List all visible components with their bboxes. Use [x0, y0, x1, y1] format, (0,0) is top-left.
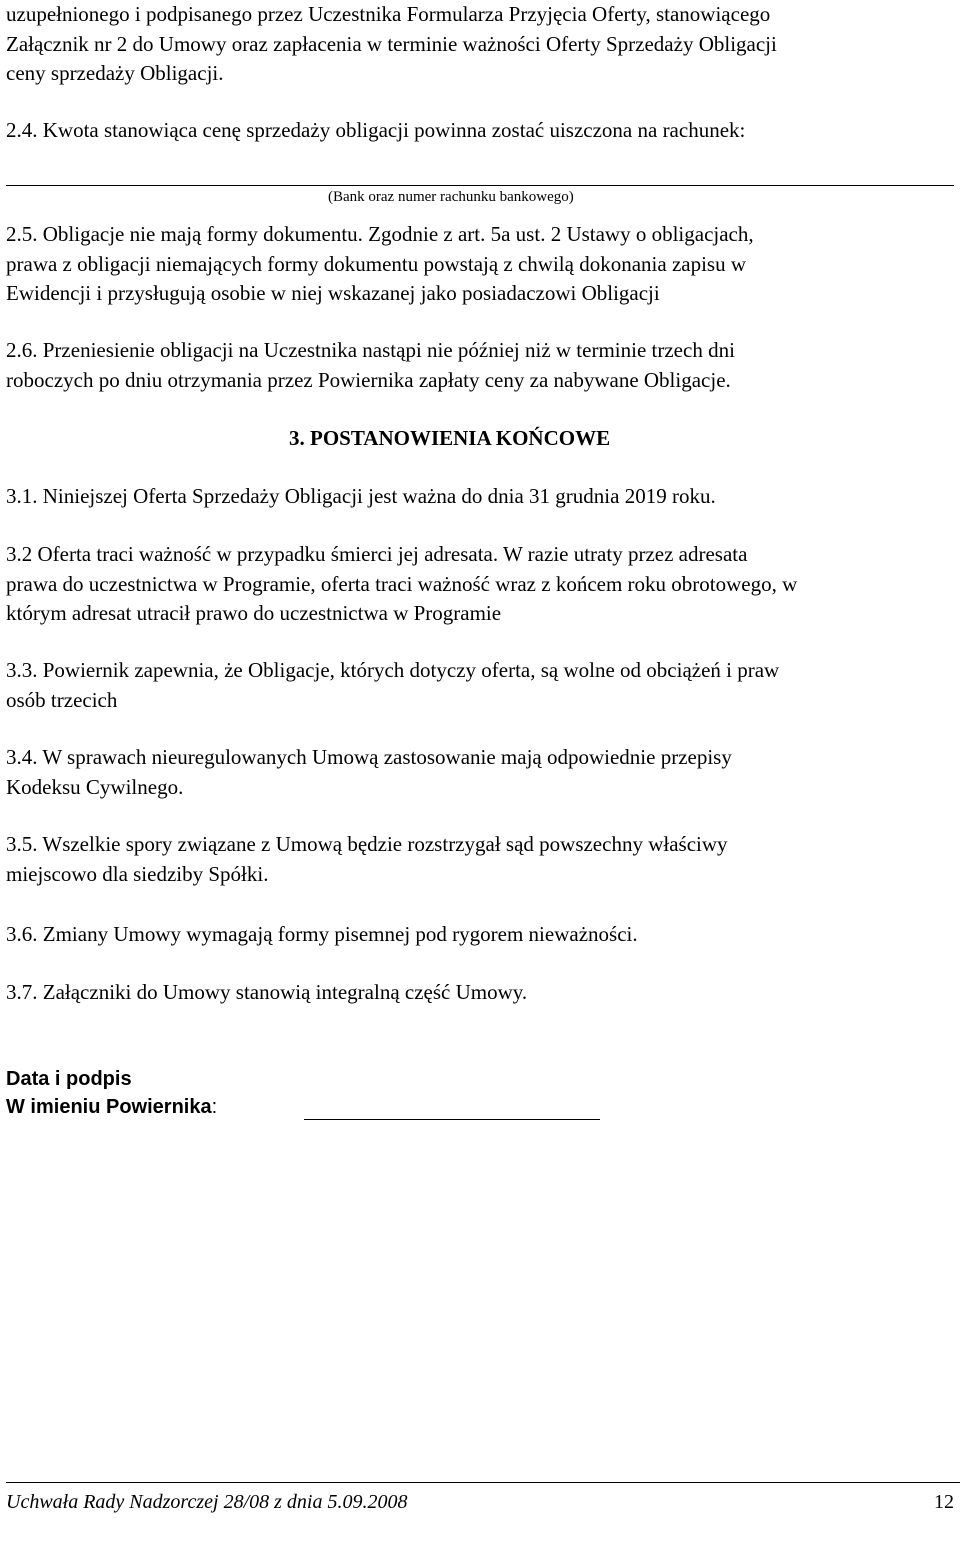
paragraph-3-5-line-1: 3.5. Wszelkie spory związane z Umową będzie rozstrzygał sąd powszechny właściwy	[6, 832, 728, 856]
paragraph-3-1-text: 3.1. Niniejszej Oferta Sprzedaży Obligacji jest ważna do dnia 31 grudnia 2019 roku.	[6, 484, 716, 508]
signature-date-label: Data i podpis	[6, 1068, 132, 1090]
section-3-heading: 3. POSTANOWIENIA KOŃCOWE	[289, 426, 611, 450]
paragraph-3-7	[6, 978, 954, 1008]
paragraph-3-7-text: 3.7. Załączniki do Umowy stanowią integralną część Umowy.	[6, 980, 528, 1004]
paragraph-2-6	[6, 336, 954, 395]
paragraph-3-5	[6, 830, 954, 889]
paragraph-2-5-line-3: Ewidencji i przysługują osobie w niej wskazanej jako posiadaczowi Obligacji	[6, 281, 660, 305]
intro-line-1: uzupełnionego i podpisanego przez Uczestnika Formularza Przyjęcia Oferty, stanowiącego	[6, 2, 771, 26]
paragraph-3-2-line-3: którym adresat utracił prawo do uczestnictwa w Programie	[6, 601, 502, 625]
bank-account-blank-line	[6, 185, 954, 186]
paragraph-3-2-line-2: prawa do uczestnictwa w Programie, oferta traci ważność wraz z końcem roku obrotowego, w	[6, 571, 798, 596]
paragraph-2-6-line-2: roboczych po dniu otrzymania przez Powiernika zapłaty ceny za nabywane Obligacje.	[6, 367, 731, 392]
intro-paragraph	[6, 0, 954, 89]
footer-resolution-reference: Uchwała Rady Nadzorczej 28/08 z dnia 5.09.2008	[6, 1491, 408, 1513]
paragraph-3-6-text: 3.6. Zmiany Umowy wymagają formy pisemnej pod rygorem nieważności.	[6, 922, 638, 946]
bank-account-caption: (Bank oraz numer rachunku bankowego)	[328, 189, 574, 205]
footer-divider	[6, 1482, 960, 1483]
footer-page-number: 12	[934, 1491, 954, 1513]
paragraph-2-5-line-1: 2.5. Obligacje nie mają formy dokumentu. Zgodnie z art. 5a ust. 2 Ustawy o obligacjach,	[6, 222, 754, 246]
signature-on-behalf-text: W imieniu Powiernika	[6, 1096, 212, 1118]
paragraph-3-4-line-1: 3.4. W sprawach nieuregulowanych Umową zastosowanie mają odpowiednie przepisy	[6, 745, 732, 769]
paragraph-3-3-line-1: 3.3. Powiernik zapewnia, że Obligacje, których dotyczy oferta, są wolne od obciążeń i praw	[6, 658, 780, 682]
paragraph-3-2-line-1: 3.2 Oferta traci ważność w przypadku śmierci jej adresata. W razie utraty przez adresata	[6, 542, 748, 566]
paragraph-3-1	[6, 482, 954, 512]
paragraph-2-5	[6, 220, 954, 309]
paragraph-3-4	[6, 743, 954, 802]
intro-line-3: ceny sprzedaży Obligacji.	[6, 61, 224, 85]
paragraph-2-4-text: 2.4. Kwota stanowiąca cenę sprzedaży obligacji powinna zostać uiszczona na rachunek:	[6, 118, 746, 142]
paragraph-3-3-line-2: osób trzecich	[6, 687, 118, 712]
paragraph-3-3	[6, 656, 954, 715]
signature-on-behalf-label	[6, 1093, 217, 1121]
paragraph-3-5-line-2: miejscowo dla siedziby Spółki.	[6, 861, 269, 886]
intro-line-2: Załącznik nr 2 do Umowy oraz zapłacenia w terminie ważności Oferty Sprzedaży Obligacji	[6, 31, 777, 56]
paragraph-2-4	[6, 116, 954, 146]
paragraph-3-4-line-2: Kodeksu Cywilnego.	[6, 774, 184, 799]
signature-colon: :	[211, 1096, 218, 1118]
paragraph-2-5-line-2: prawa z obligacji niemających formy dokumentu powstają z chwilą dokonania zapisu w	[6, 251, 747, 276]
signature-blank-line	[304, 1119, 600, 1120]
paragraph-2-6-line-1: 2.6. Przeniesienie obligacji na Uczestnika nastąpi nie później niż w terminie trzech dni	[6, 338, 735, 362]
paragraph-3-6	[6, 920, 954, 950]
paragraph-3-2	[6, 540, 954, 629]
